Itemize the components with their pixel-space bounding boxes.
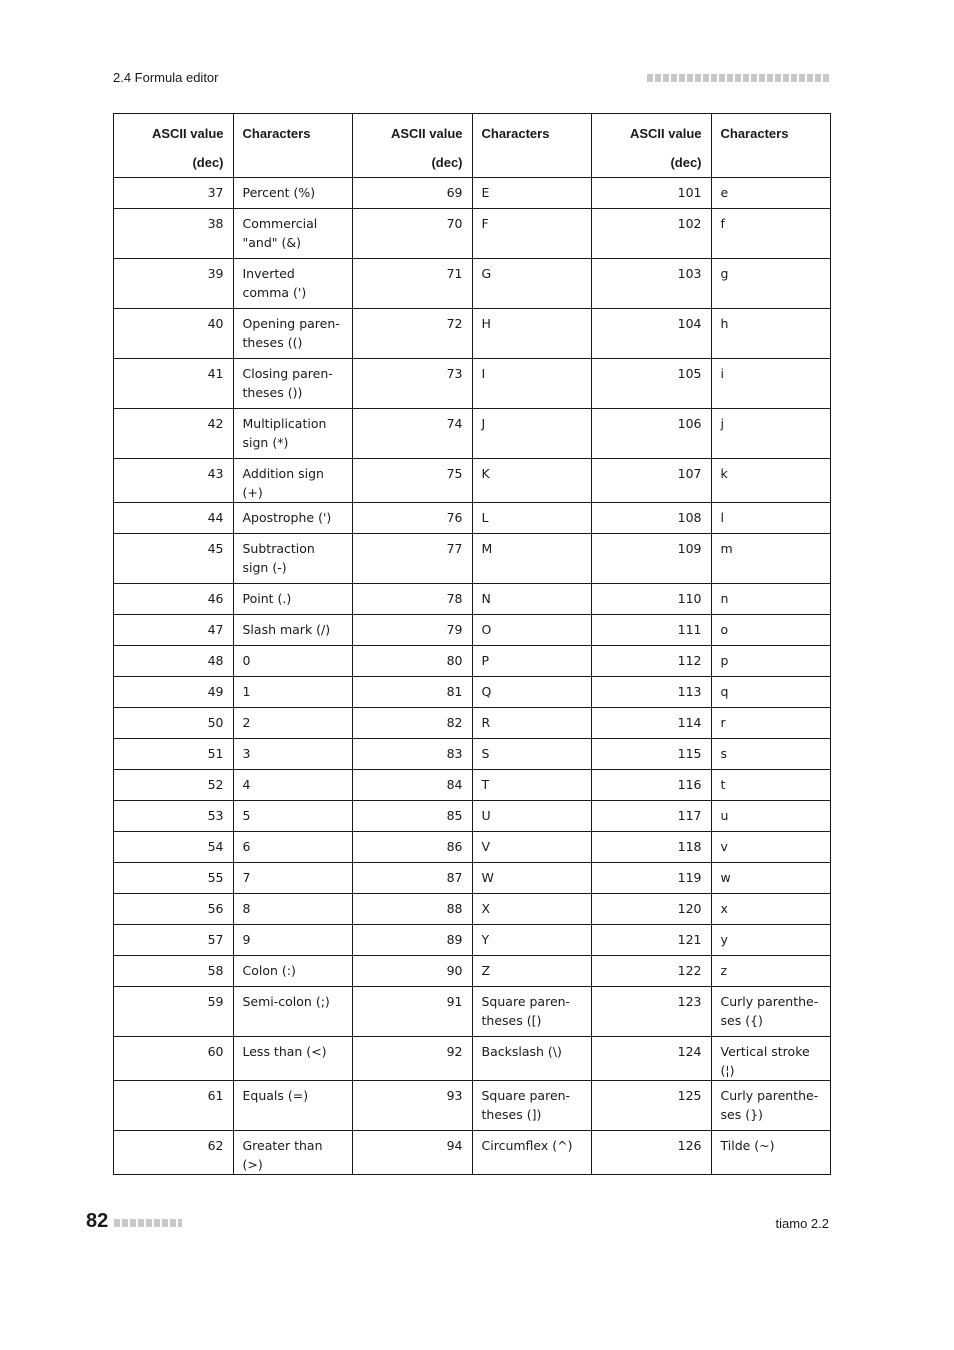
ascii-value-cell: 72 (353, 309, 473, 359)
character-cell: n (711, 584, 831, 615)
character-cell: h (711, 309, 831, 359)
table-row (114, 409, 831, 459)
table-row (114, 832, 831, 863)
ascii-value-cell: 82 (353, 708, 473, 739)
ascii-value-cell: 116 (592, 770, 712, 801)
character-cell: V (472, 832, 592, 863)
page-number: 82 (86, 1210, 109, 1232)
ascii-value-cell: 41 (114, 359, 234, 409)
ascii-value-cell: 49 (114, 677, 234, 708)
character-cell: L (472, 503, 592, 534)
ascii-value-cell: 84 (353, 770, 473, 801)
character-cell: q (711, 677, 831, 708)
ascii-value-cell: 120 (592, 894, 712, 925)
ascii-value-cell: 117 (592, 801, 712, 832)
table-row (114, 309, 831, 359)
character-cell: Semi-colon (;) (233, 987, 353, 1037)
ascii-value-cell: 119 (592, 863, 712, 894)
table-row (114, 359, 831, 409)
ascii-value-cell: 71 (353, 259, 473, 309)
ascii-value-cell: 62 (114, 1131, 234, 1175)
character-cell: 5 (233, 801, 353, 832)
ascii-value-cell: 53 (114, 801, 234, 832)
character-cell: 2 (233, 708, 353, 739)
ascii-value-cell: 102 (592, 209, 712, 259)
character-cell: 0 (233, 646, 353, 677)
character-cell: Colon (:) (233, 956, 353, 987)
table-row (114, 739, 831, 770)
product-name: tiamo 2.2 (775, 1216, 829, 1231)
ascii-value-cell: 121 (592, 925, 712, 956)
column-header-ascii-value: ASCII value (dec) (114, 114, 234, 178)
ascii-value-cell: 70 (353, 209, 473, 259)
character-cell: Square paren-theses ([) (472, 987, 592, 1037)
character-cell: x (711, 894, 831, 925)
character-cell: I (472, 359, 592, 409)
character-cell: e (711, 178, 831, 209)
character-cell: Slash mark (/) (233, 615, 353, 646)
ascii-value-cell: 43 (114, 459, 234, 503)
table-row (114, 770, 831, 801)
character-cell: g (711, 259, 831, 309)
character-cell: U (472, 801, 592, 832)
ascii-value-cell: 50 (114, 708, 234, 739)
ascii-value-cell: 81 (353, 677, 473, 708)
ascii-value-cell: 124 (592, 1037, 712, 1081)
table-row (114, 987, 831, 1037)
character-cell: z (711, 956, 831, 987)
ascii-value-cell: 46 (114, 584, 234, 615)
character-cell: Y (472, 925, 592, 956)
ascii-value-cell: 89 (353, 925, 473, 956)
ascii-value-cell: 85 (353, 801, 473, 832)
ascii-value-cell: 114 (592, 708, 712, 739)
character-cell: i (711, 359, 831, 409)
ascii-value-cell: 122 (592, 956, 712, 987)
ascii-value-cell: 55 (114, 863, 234, 894)
ascii-value-cell: 88 (353, 894, 473, 925)
ascii-value-cell: 45 (114, 534, 234, 584)
ascii-value-cell: 44 (114, 503, 234, 534)
character-cell: 8 (233, 894, 353, 925)
ascii-value-cell: 107 (592, 459, 712, 503)
character-cell: Percent (%) (233, 178, 353, 209)
ascii-value-cell: 69 (353, 178, 473, 209)
ascii-value-cell: 61 (114, 1081, 234, 1131)
ascii-value-cell: 109 (592, 534, 712, 584)
character-cell: Subtraction sign (-) (233, 534, 353, 584)
character-cell: Commercial "and" (&) (233, 209, 353, 259)
character-cell: p (711, 646, 831, 677)
character-cell: Tilde (~) (711, 1131, 831, 1175)
character-cell: Vertical stroke (¦) (711, 1037, 831, 1081)
character-cell: Multiplication sign (*) (233, 409, 353, 459)
ascii-value-cell: 42 (114, 409, 234, 459)
ascii-value-cell: 125 (592, 1081, 712, 1131)
character-cell: Addition sign (+) (233, 459, 353, 503)
column-header-ascii-value: ASCII value (dec) (592, 114, 712, 178)
table-row (114, 894, 831, 925)
ascii-value-cell: 80 (353, 646, 473, 677)
ascii-value-cell: 103 (592, 259, 712, 309)
character-cell: Equals (=) (233, 1081, 353, 1131)
ascii-value-cell: 37 (114, 178, 234, 209)
character-cell: E (472, 178, 592, 209)
ascii-value-cell: 91 (353, 987, 473, 1037)
character-cell: 4 (233, 770, 353, 801)
table-row (114, 646, 831, 677)
ascii-value-cell: 58 (114, 956, 234, 987)
character-cell: F (472, 209, 592, 259)
table-row (114, 708, 831, 739)
character-cell: 7 (233, 863, 353, 894)
character-cell: j (711, 409, 831, 459)
ascii-value-cell: 94 (353, 1131, 473, 1175)
character-cell: Less than (<) (233, 1037, 353, 1081)
ascii-value-cell: 105 (592, 359, 712, 409)
ascii-value-cell: 74 (353, 409, 473, 459)
character-cell: Backslash (\) (472, 1037, 592, 1081)
character-cell: l (711, 503, 831, 534)
table-row (114, 178, 831, 209)
character-cell: 6 (233, 832, 353, 863)
ascii-value-cell: 47 (114, 615, 234, 646)
table-row (114, 801, 831, 832)
character-cell: k (711, 459, 831, 503)
ascii-value-cell: 83 (353, 739, 473, 770)
character-cell: P (472, 646, 592, 677)
ascii-value-cell: 76 (353, 503, 473, 534)
table-row (114, 534, 831, 584)
character-cell: y (711, 925, 831, 956)
character-cell: u (711, 801, 831, 832)
character-cell: X (472, 894, 592, 925)
ascii-value-cell: 52 (114, 770, 234, 801)
character-cell: Greater than (>) (233, 1131, 353, 1175)
character-cell: G (472, 259, 592, 309)
ascii-value-cell: 77 (353, 534, 473, 584)
character-cell: J (472, 409, 592, 459)
character-cell: 1 (233, 677, 353, 708)
character-cell: 9 (233, 925, 353, 956)
character-cell: Inverted comma (') (233, 259, 353, 309)
header-decoration (647, 74, 829, 82)
ascii-value-cell: 112 (592, 646, 712, 677)
character-cell: 3 (233, 739, 353, 770)
character-cell: S (472, 739, 592, 770)
character-cell: v (711, 832, 831, 863)
ascii-value-cell: 57 (114, 925, 234, 956)
table-row (114, 503, 831, 534)
character-cell: r (711, 708, 831, 739)
ascii-value-cell: 108 (592, 503, 712, 534)
character-cell: s (711, 739, 831, 770)
ascii-table (113, 113, 831, 1175)
character-cell: f (711, 209, 831, 259)
ascii-value-cell: 40 (114, 309, 234, 359)
ascii-value-cell: 48 (114, 646, 234, 677)
ascii-value-cell: 92 (353, 1037, 473, 1081)
table-row (114, 259, 831, 309)
ascii-value-cell: 110 (592, 584, 712, 615)
ascii-value-cell: 51 (114, 739, 234, 770)
table-header-row (114, 114, 831, 178)
ascii-value-cell: 79 (353, 615, 473, 646)
column-header-characters: Characters (233, 114, 353, 178)
footer-decoration (114, 1219, 182, 1227)
ascii-value-cell: 54 (114, 832, 234, 863)
ascii-value-cell: 101 (592, 178, 712, 209)
ascii-value-cell: 115 (592, 739, 712, 770)
ascii-value-cell: 126 (592, 1131, 712, 1175)
character-cell: Z (472, 956, 592, 987)
table-row (114, 459, 831, 503)
column-header-characters: Characters (472, 114, 592, 178)
ascii-value-cell: 106 (592, 409, 712, 459)
ascii-value-cell: 111 (592, 615, 712, 646)
character-cell: m (711, 534, 831, 584)
table-row (114, 615, 831, 646)
character-cell: K (472, 459, 592, 503)
character-cell: Curly parenthe-ses ({) (711, 987, 831, 1037)
table-row (114, 956, 831, 987)
character-cell: Apostrophe (') (233, 503, 353, 534)
ascii-value-cell: 90 (353, 956, 473, 987)
character-cell: Point (.) (233, 584, 353, 615)
character-cell: Circumflex (^) (472, 1131, 592, 1175)
ascii-value-cell: 87 (353, 863, 473, 894)
ascii-value-cell: 60 (114, 1037, 234, 1081)
character-cell: Curly parenthe-ses (}) (711, 1081, 831, 1131)
character-cell: M (472, 534, 592, 584)
character-cell: Opening paren-theses (() (233, 309, 353, 359)
character-cell: w (711, 863, 831, 894)
ascii-value-cell: 93 (353, 1081, 473, 1131)
ascii-value-cell: 104 (592, 309, 712, 359)
section-title: 2.4 Formula editor (113, 70, 219, 85)
ascii-value-cell: 39 (114, 259, 234, 309)
ascii-value-cell: 59 (114, 987, 234, 1037)
ascii-value-cell: 118 (592, 832, 712, 863)
character-cell: o (711, 615, 831, 646)
character-cell: Q (472, 677, 592, 708)
table-row (114, 677, 831, 708)
ascii-value-cell: 113 (592, 677, 712, 708)
ascii-value-cell: 78 (353, 584, 473, 615)
ascii-value-cell: 56 (114, 894, 234, 925)
character-cell: H (472, 309, 592, 359)
character-cell: Closing paren-theses ()) (233, 359, 353, 409)
ascii-value-cell: 123 (592, 987, 712, 1037)
ascii-value-cell: 86 (353, 832, 473, 863)
table-row (114, 1037, 831, 1081)
table-row (114, 209, 831, 259)
character-cell: W (472, 863, 592, 894)
ascii-value-cell: 73 (353, 359, 473, 409)
table-row (114, 925, 831, 956)
ascii-value-cell: 38 (114, 209, 234, 259)
character-cell: O (472, 615, 592, 646)
table-row (114, 863, 831, 894)
character-cell: Square paren-theses (]) (472, 1081, 592, 1131)
character-cell: T (472, 770, 592, 801)
table-row (114, 1081, 831, 1131)
character-cell: N (472, 584, 592, 615)
character-cell: R (472, 708, 592, 739)
table-row (114, 584, 831, 615)
character-cell: t (711, 770, 831, 801)
column-header-characters: Characters (711, 114, 831, 178)
ascii-value-cell: 75 (353, 459, 473, 503)
table-row (114, 1131, 831, 1175)
column-header-ascii-value: ASCII value (dec) (353, 114, 473, 178)
